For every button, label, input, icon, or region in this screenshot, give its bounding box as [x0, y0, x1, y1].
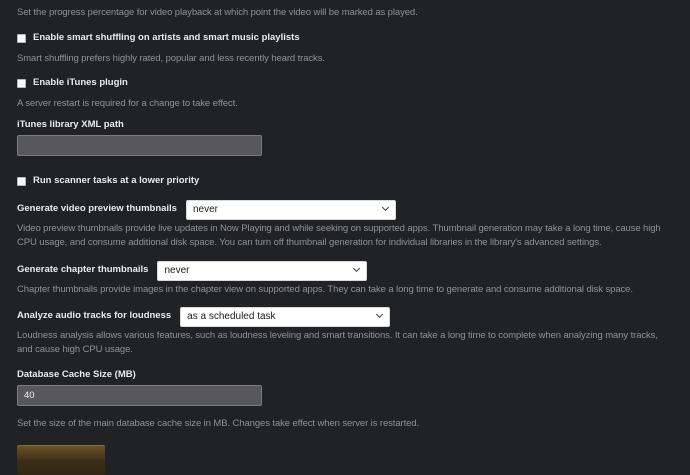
save-button[interactable] — [17, 445, 105, 475]
itunes-xml-path-input[interactable] — [17, 135, 262, 156]
loudness-analysis-select[interactable] — [180, 307, 390, 327]
db-cache-size-description: Set the size of the main database cache size in MB. Changes take effect when server is restarted. — [17, 418, 420, 429]
itunes-plugin-label: Enable iTunes plugin — [33, 77, 128, 88]
video-preview-thumbnails-label: Generate video preview thumbnails — [17, 203, 177, 214]
itunes-xml-path-label: iTunes library XML path — [17, 119, 124, 130]
chapter-thumbnails-select-wrap — [157, 260, 367, 280]
checkbox-row-itunes-plugin[interactable] — [17, 76, 676, 90]
loudness-analysis-select-wrap — [180, 306, 390, 326]
smart-shuffle-label: Enable smart shuffling on artists and smart music playlists — [33, 32, 300, 43]
video-preview-thumbnails-description: Video preview thumbnails provide live updates in Now Playing and while seeking on supported apps. Thumbnail generation may take a long time, cause high CPU usage, and consume additional disk space. You can turn off thumbnail generation for individual libraries in the library's advanced settings. — [17, 223, 661, 248]
played-threshold-note: Set the progress percentage for video playback at which point the video will be marked as played. — [17, 7, 418, 18]
loudness-analysis-description: Loudness analysis allows various features, such as loudness leveling and smart transitions. It can take a long time to complete when analyzing many tracks, and cause high CPU usage. — [17, 330, 658, 355]
chapter-thumbnails-row — [17, 260, 676, 280]
scanner-priority-checkbox[interactable] — [17, 177, 26, 186]
smart-shuffle-checkbox[interactable] — [17, 34, 26, 43]
itunes-plugin-checkbox[interactable] — [17, 79, 26, 88]
video-preview-thumbnails-row — [17, 199, 676, 219]
checkbox-row-scanner-priority[interactable] — [17, 174, 676, 188]
video-preview-thumbnails-select[interactable] — [186, 200, 396, 220]
chapter-thumbnails-description: Chapter thumbnails provide images in the chapter view on supported apps. They can take a long time to generate and consume additional disk space. — [17, 284, 633, 295]
scanner-priority-label: Run scanner tasks at a lower priority — [33, 175, 200, 186]
loudness-analysis-label: Analyze audio tracks for loudness — [17, 310, 172, 321]
db-cache-size-label: Database Cache Size (MB) — [17, 369, 136, 380]
loudness-analysis-row — [17, 306, 676, 326]
db-cache-size-input[interactable] — [17, 385, 262, 406]
checkbox-row-smart-shuffle[interactable] — [17, 31, 676, 45]
chapter-thumbnails-label: Generate chapter thumbnails — [17, 264, 149, 275]
chapter-thumbnails-select[interactable] — [157, 261, 367, 281]
itunes-plugin-description: A server restart is required for a change to take effect. — [17, 98, 238, 109]
smart-shuffle-description: Smart shuffling prefers highly rated, popular and less recently heard tracks. — [17, 53, 325, 64]
video-preview-thumbnails-select-wrap — [186, 199, 396, 219]
